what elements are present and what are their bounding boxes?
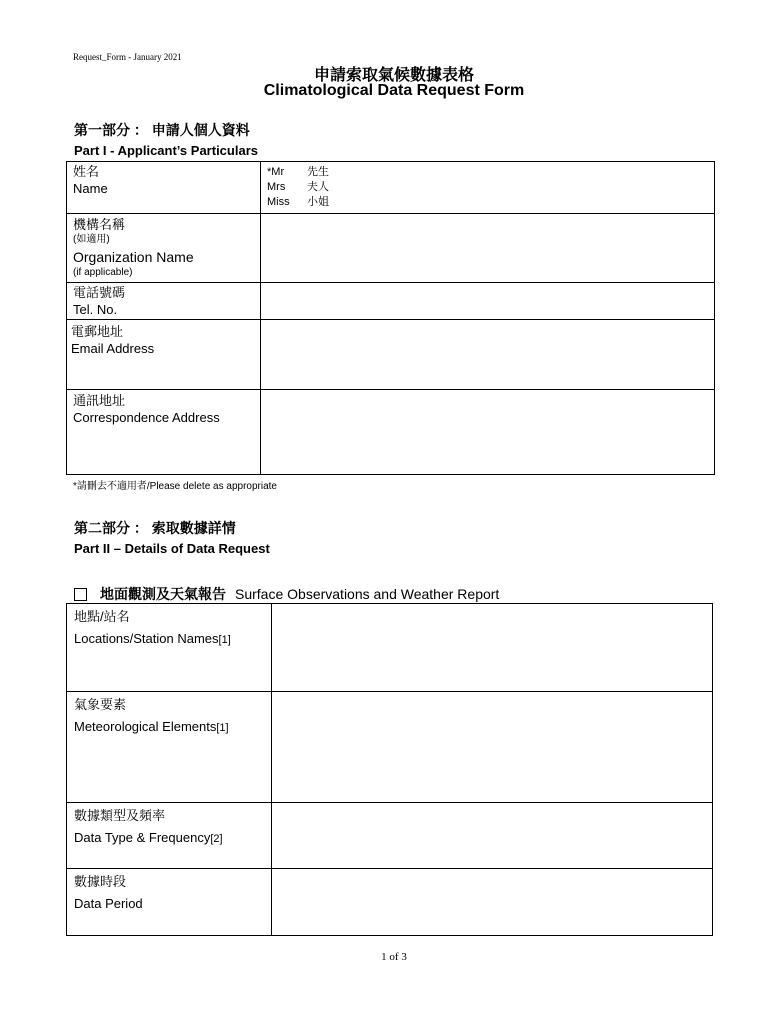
type-label-en: Data Type & Frequency [74, 830, 211, 845]
name-label-cell [67, 162, 261, 214]
period-value-cell[interactable] [272, 869, 713, 936]
title-chinese: 申請索取氣候數據表格 [313, 67, 474, 84]
type-label-cell [67, 803, 272, 869]
address-value-cell[interactable] [261, 390, 715, 475]
type-value-cell[interactable] [272, 803, 713, 869]
part2-heading-en: Part II – Details of Data Request [74, 541, 270, 556]
tel-label-en: Tel. No. [73, 302, 118, 317]
checkbox-icon[interactable] [74, 588, 87, 601]
email-value-cell[interactable] [261, 320, 715, 390]
org-label-en-note: (if applicable) [73, 267, 133, 278]
data-request-table [66, 603, 713, 936]
form-code: Request_Form - January 2021 [73, 52, 182, 62]
locations-label-en: Locations/Station Names [74, 631, 219, 646]
org-value-cell[interactable] [261, 214, 715, 283]
address-label-zh: 通訊地址 [73, 393, 126, 408]
surface-observations-option[interactable] [74, 584, 499, 604]
period-label-cell [67, 869, 272, 936]
org-label-en: Organization Name [73, 249, 194, 265]
elements-label-en: Meteorological Elements [74, 719, 217, 734]
org-label-zh: 機構名稱 [73, 217, 126, 232]
locations-label-cell [67, 604, 272, 692]
salutation-mr[interactable]: *Mr 先生 [267, 166, 329, 178]
name-label-en: Name [73, 181, 108, 196]
name-label-zh: 姓名 [73, 164, 100, 179]
period-label-en: Data Period [74, 896, 143, 911]
salutation-mrs[interactable]: Mrs 夫人 [267, 181, 329, 193]
email-label-en: Email Address [71, 341, 155, 356]
title-english: Climatological Data Request Form [263, 82, 525, 99]
email-label-cell [67, 320, 261, 390]
surface-observations-label-en: Surface Observations and Weather Report [235, 586, 500, 602]
applicant-table [66, 161, 715, 475]
address-label-cell [67, 390, 261, 475]
delete-note: *請刪去不適用者/Please delete as appropriate [73, 481, 277, 492]
type-ref: [2] [210, 833, 223, 845]
org-label-zh-note: (如適用) [73, 234, 110, 245]
address-label-en: Correspondence Address [73, 410, 220, 425]
surface-observations-label-zh: 地面觀測及天氣報告 [100, 586, 226, 602]
email-label-zh: 電郵地址 [71, 324, 124, 339]
salutation-miss[interactable]: Miss 小姐 [267, 196, 329, 208]
elements-label-cell [67, 692, 272, 803]
elements-label-zh: 氣象要素 [74, 697, 127, 712]
salutation-options [261, 162, 714, 211]
part1-heading-en: Part I - Applicant’s Particulars [74, 143, 258, 158]
name-value-cell[interactable] [261, 162, 715, 214]
tel-label-zh: 電話號碼 [73, 285, 126, 300]
elements-ref: [1] [216, 722, 229, 734]
page-number: 1 of 3 [381, 951, 407, 963]
locations-value-cell[interactable] [272, 604, 713, 692]
tel-label-cell [67, 283, 261, 320]
elements-value-cell[interactable] [272, 692, 713, 803]
org-label-cell [67, 214, 261, 283]
tel-value-cell[interactable] [261, 283, 715, 320]
part1-heading-zh: 第一部分 ： 申請人個人資料 [74, 122, 250, 138]
part2-heading-zh: 第二部分 ： 索取數據詳情 [74, 520, 236, 536]
period-label-zh: 數據時段 [74, 874, 127, 889]
type-label-zh: 數據類型及頻率 [74, 808, 166, 823]
locations-label-zh: 地點/站名 [74, 609, 130, 624]
locations-ref: [1] [218, 634, 231, 646]
